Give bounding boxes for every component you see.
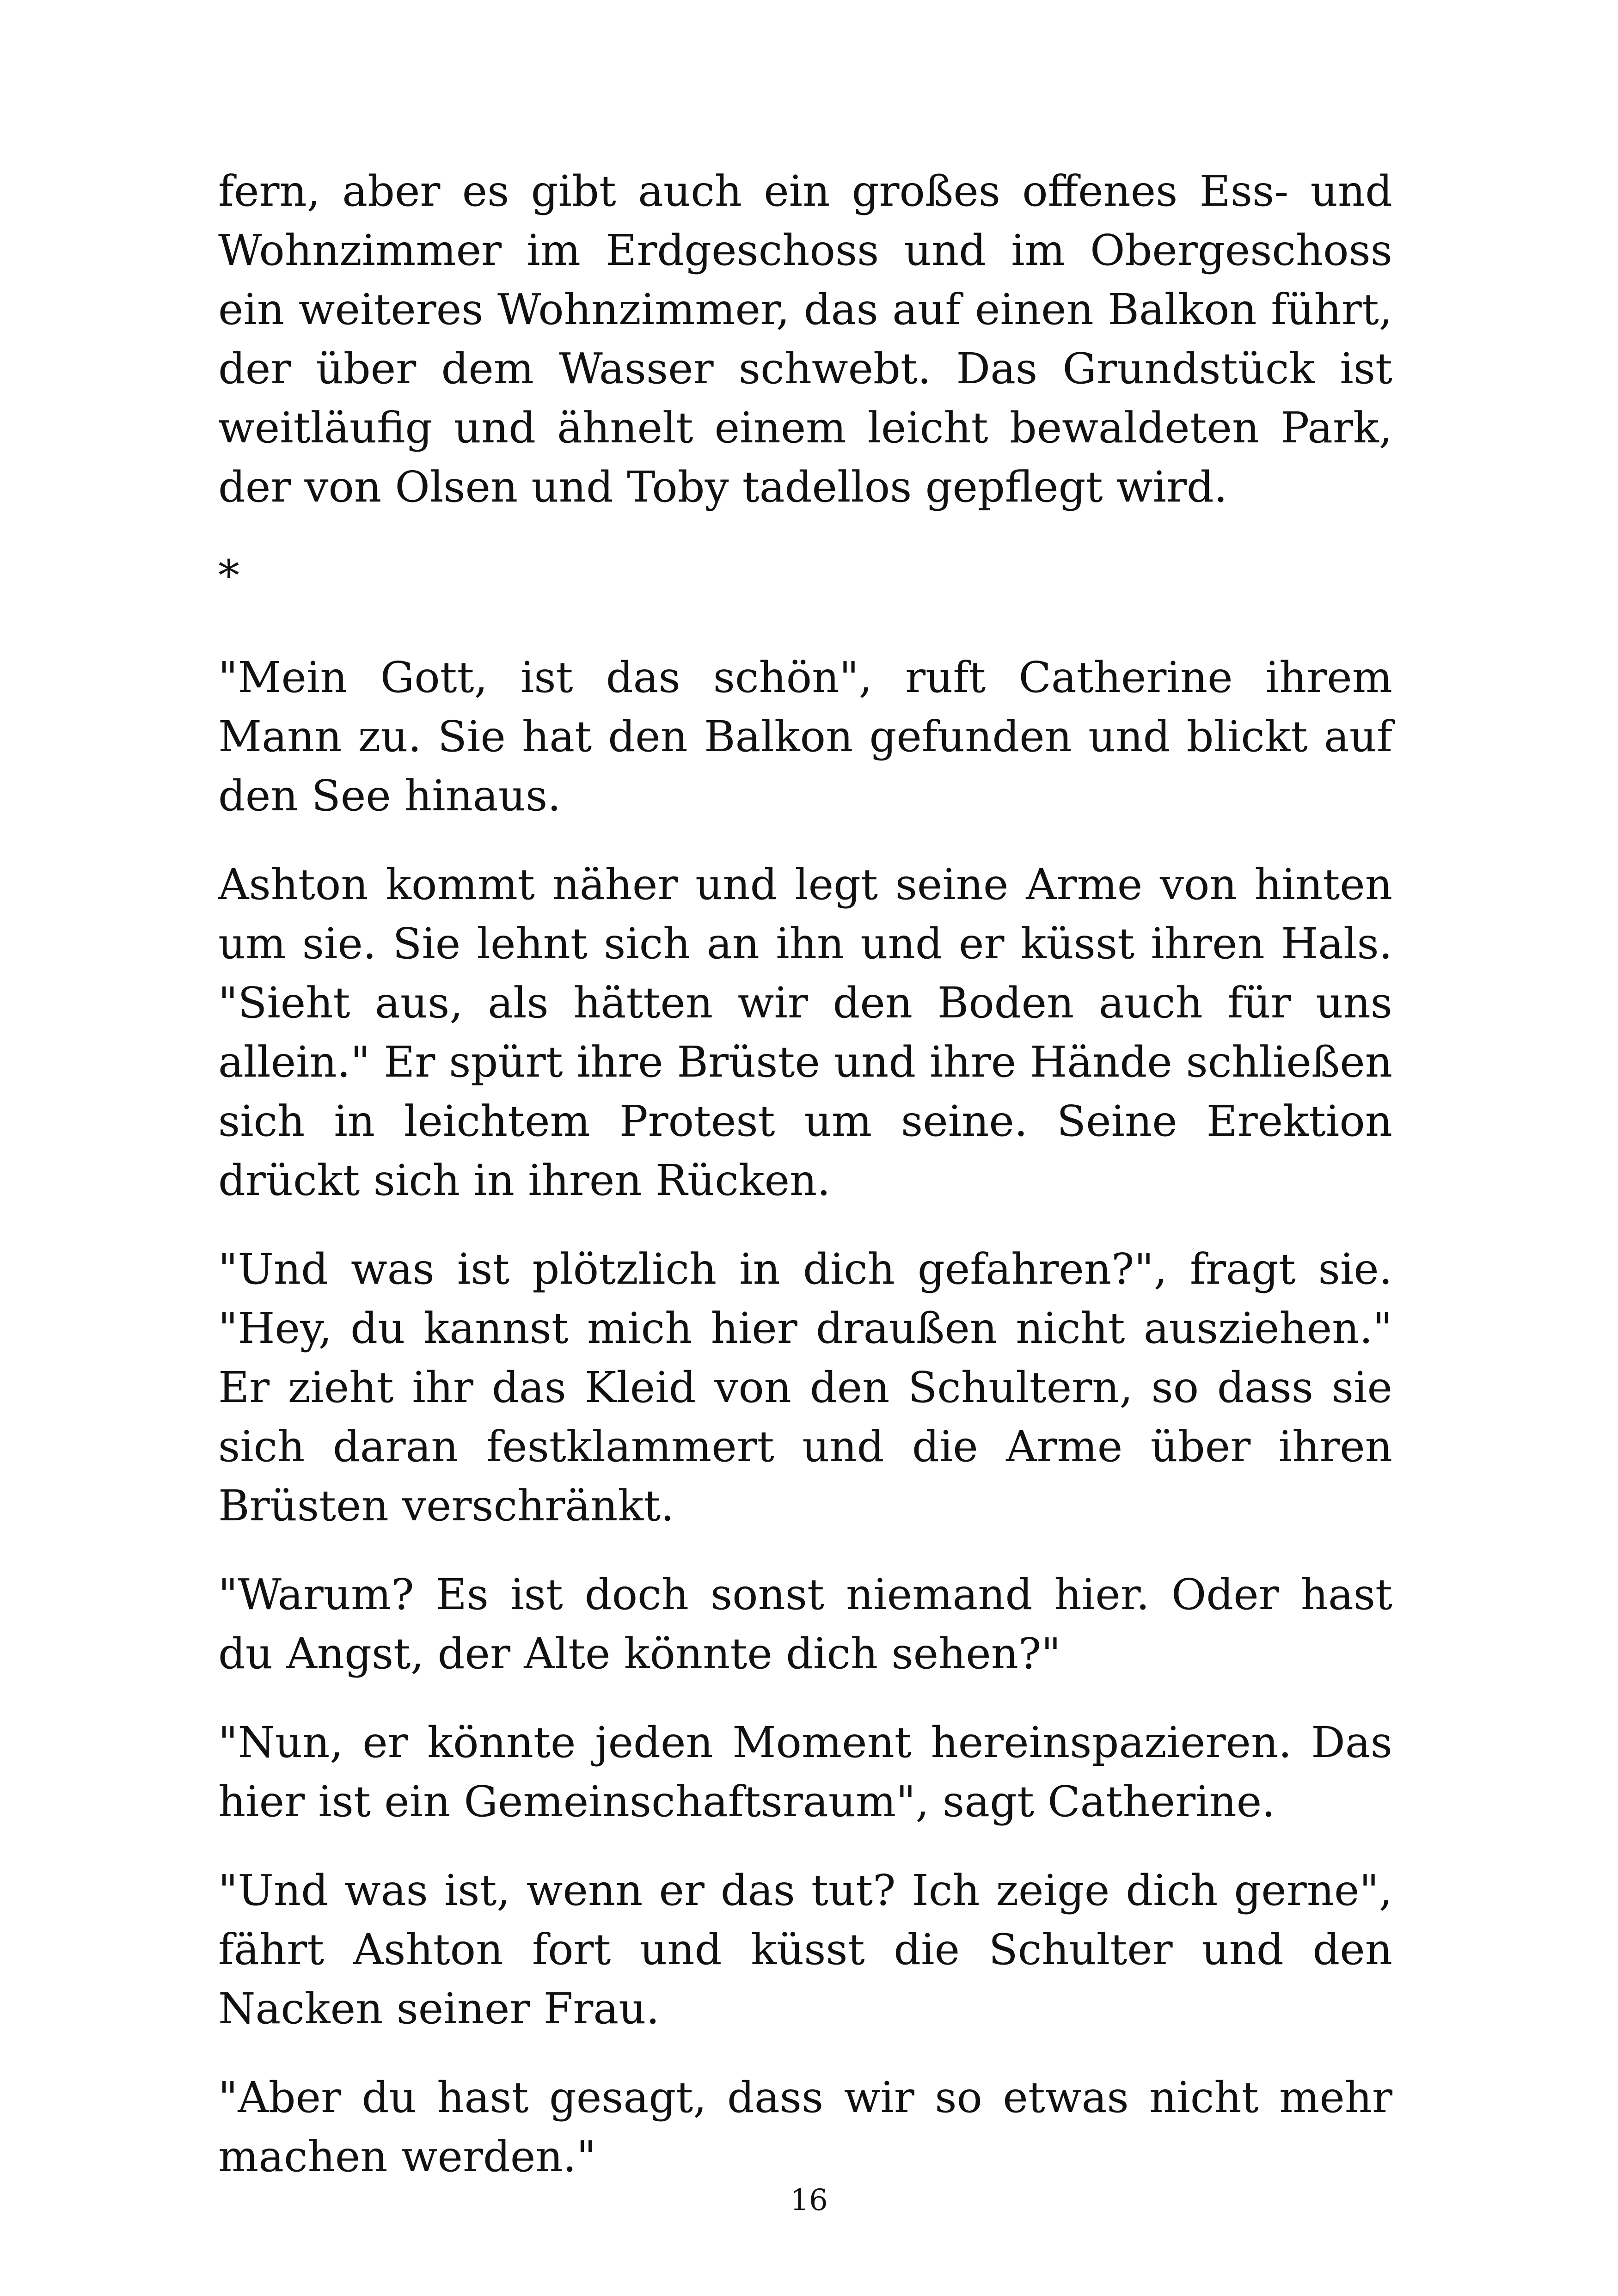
paragraph-6: "Nun, er könnte jeden Moment hereinspazieren. Das hier ist ein Gemeinschaftsraum", sagt Catherine. — [218, 1718, 1392, 1826]
paragraph-3: Ashton kommt näher und legt seine Arme von hinten um sie. Sie lehnt sich an ihn und er küsst ihren Hals. "Sieht aus, als hätten wir den Boden auch für uns allein." Er spürt ihre Brüste und ihre Hände schließen sich in leichtem Protest um seine. Seine Erektion drückt sich in ihren Rücken. — [218, 860, 1392, 1205]
paragraph-1: fern, aber es gibt auch ein großes offenes Ess- und Wohnzimmer im Erdgeschoss und im Obergeschoss ein weiteres Wohnzimmer, das auf einen Balkon führt, der über dem Wasser schwebt. Das Grundstück ist weitläufig und ähnelt einem leicht bewaldeten Park, der von Olsen und Toby tadellos gepflegt wird. — [218, 166, 1392, 512]
page-number: 16 — [790, 2183, 828, 2217]
body-text — [218, 162, 1392, 2216]
paragraph-5: "Warum? Es ist doch sonst niemand hier. Oder hast du Angst, der Alte könnte dich sehen?" — [218, 1570, 1392, 1678]
paragraph-2: "Mein Gott, ist das schön", ruft Catherine ihrem Mann zu. Sie hat den Balkon gefunden und blickt auf den See hinaus. — [218, 653, 1392, 820]
paragraph-7: "Und was ist, wenn er das tut? Ich zeige dich gerne", fährt Ashton fort und küsst die Schulter und den Nacken seiner Frau. — [218, 1866, 1392, 2033]
paragraph-4: "Und was ist plötzlich in dich gefahren?", fragt sie. "Hey, du kannst mich hier draußen nicht ausziehen." Er zieht ihr das Kleid von den Schultern, so dass sie sich daran festklammert und die Arme über ihren Brüsten verschränkt. — [218, 1244, 1392, 1531]
paragraph-8: "Aber du hast gesagt, dass wir so etwas nicht mehr machen werden." — [218, 2073, 1392, 2181]
section-separator: * — [218, 551, 239, 600]
